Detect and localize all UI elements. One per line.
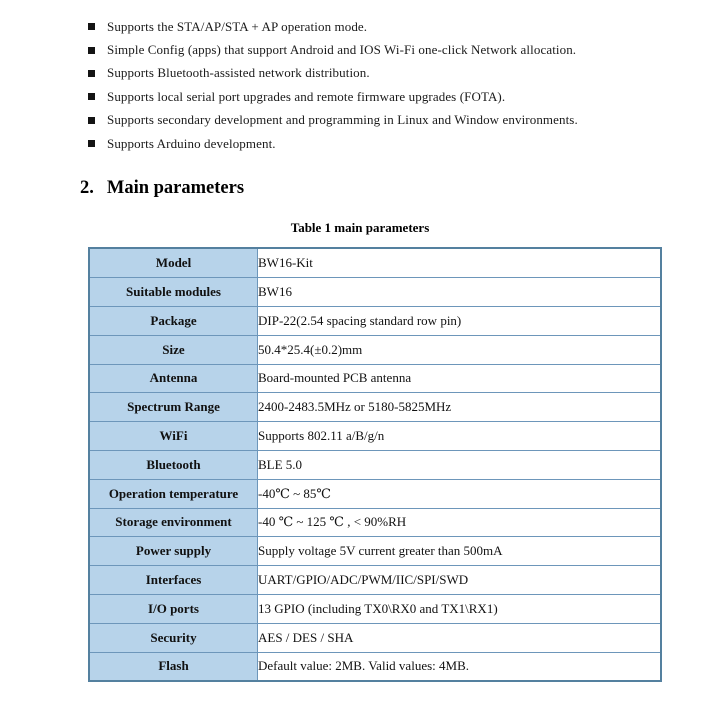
table-row [89,393,661,422]
table-row [89,278,661,307]
param-label: Size [89,335,258,364]
table-row [89,450,661,479]
table-row [89,248,661,277]
param-label: Interfaces [89,566,258,595]
param-label: Storage environment [89,508,258,537]
feature-item [88,85,700,108]
feature-item [88,15,700,38]
parameters-table [88,247,662,682]
param-value: 2400-2483.5MHz or 5180-5825MHz [258,393,662,422]
feature-item [88,62,700,85]
section-title: Main parameters [106,178,245,199]
feature-text: Simple Config (apps) that support Android and IOS Wi-Fi one-click Network allocation. [107,42,577,58]
param-label: Operation temperature [89,479,258,508]
param-label: Package [89,306,258,335]
param-label: Antenna [89,364,258,393]
table-row [89,652,661,681]
bullet-square-icon [88,93,95,100]
param-label: Model [89,248,258,277]
bullet-square-icon [88,70,95,77]
param-value: BW16 [258,278,662,307]
feature-text: Supports Bluetooth-assisted network distribution. [107,65,370,81]
table-row [89,566,661,595]
param-label: Bluetooth [89,450,258,479]
section-number: 2. [80,178,94,199]
param-label: Spectrum Range [89,393,258,422]
param-value: Supply voltage 5V current greater than 500mA [258,537,662,566]
feature-text: Supports the STA/AP/STA + AP operation mode. [107,18,368,34]
feature-list [0,0,720,155]
table-row [89,508,661,537]
param-label: Suitable modules [89,278,258,307]
table-row [89,479,661,508]
feature-text: Supports local serial port upgrades and remote firmware upgrades (FOTA). [107,88,506,104]
param-label: Power supply [89,537,258,566]
table-caption: Table 1 main parameters [290,220,430,236]
param-label: Security [89,623,258,652]
table-row [89,335,661,364]
bullet-square-icon [88,117,95,124]
table-row [89,364,661,393]
param-value: BLE 5.0 [258,450,662,479]
param-label: I/O ports [89,594,258,623]
table-row [89,422,661,451]
table-row [89,623,661,652]
bullet-square-icon [88,23,95,30]
param-value: Supports 802.11 a/B/g/n [258,422,662,451]
param-value: Default value: 2MB. Valid values: 4MB. [258,652,662,681]
table-row [89,537,661,566]
bullet-square-icon [88,140,95,147]
param-label: WiFi [89,422,258,451]
param-value: Board-mounted PCB antenna [258,364,662,393]
param-value: DIP-22(2.54 spacing standard row pin) [258,306,662,335]
feature-item [88,132,700,155]
section-heading [80,178,720,199]
bullet-square-icon [88,47,95,54]
table-row [89,306,661,335]
param-value: 13 GPIO (including TX0\RX0 and TX1\RX1) [258,594,662,623]
feature-text: Supports secondary development and programming in Linux and Window environments. [107,112,578,128]
param-value: AES / DES / SHA [258,623,662,652]
feature-text: Supports Arduino development. [107,135,276,151]
feature-item [88,38,700,61]
param-value: 50.4*25.4(±0.2)mm [258,335,662,364]
feature-item [88,109,700,132]
param-value: BW16-Kit [258,248,662,277]
param-value: -40 ℃ ~ 125 ℃ , < 90%RH [258,508,662,537]
table-row [89,594,661,623]
param-label: Flash [89,652,258,681]
param-value: UART/GPIO/ADC/PWM/IIC/SPI/SWD [258,566,662,595]
param-value: -40℃ ~ 85℃ [258,479,662,508]
